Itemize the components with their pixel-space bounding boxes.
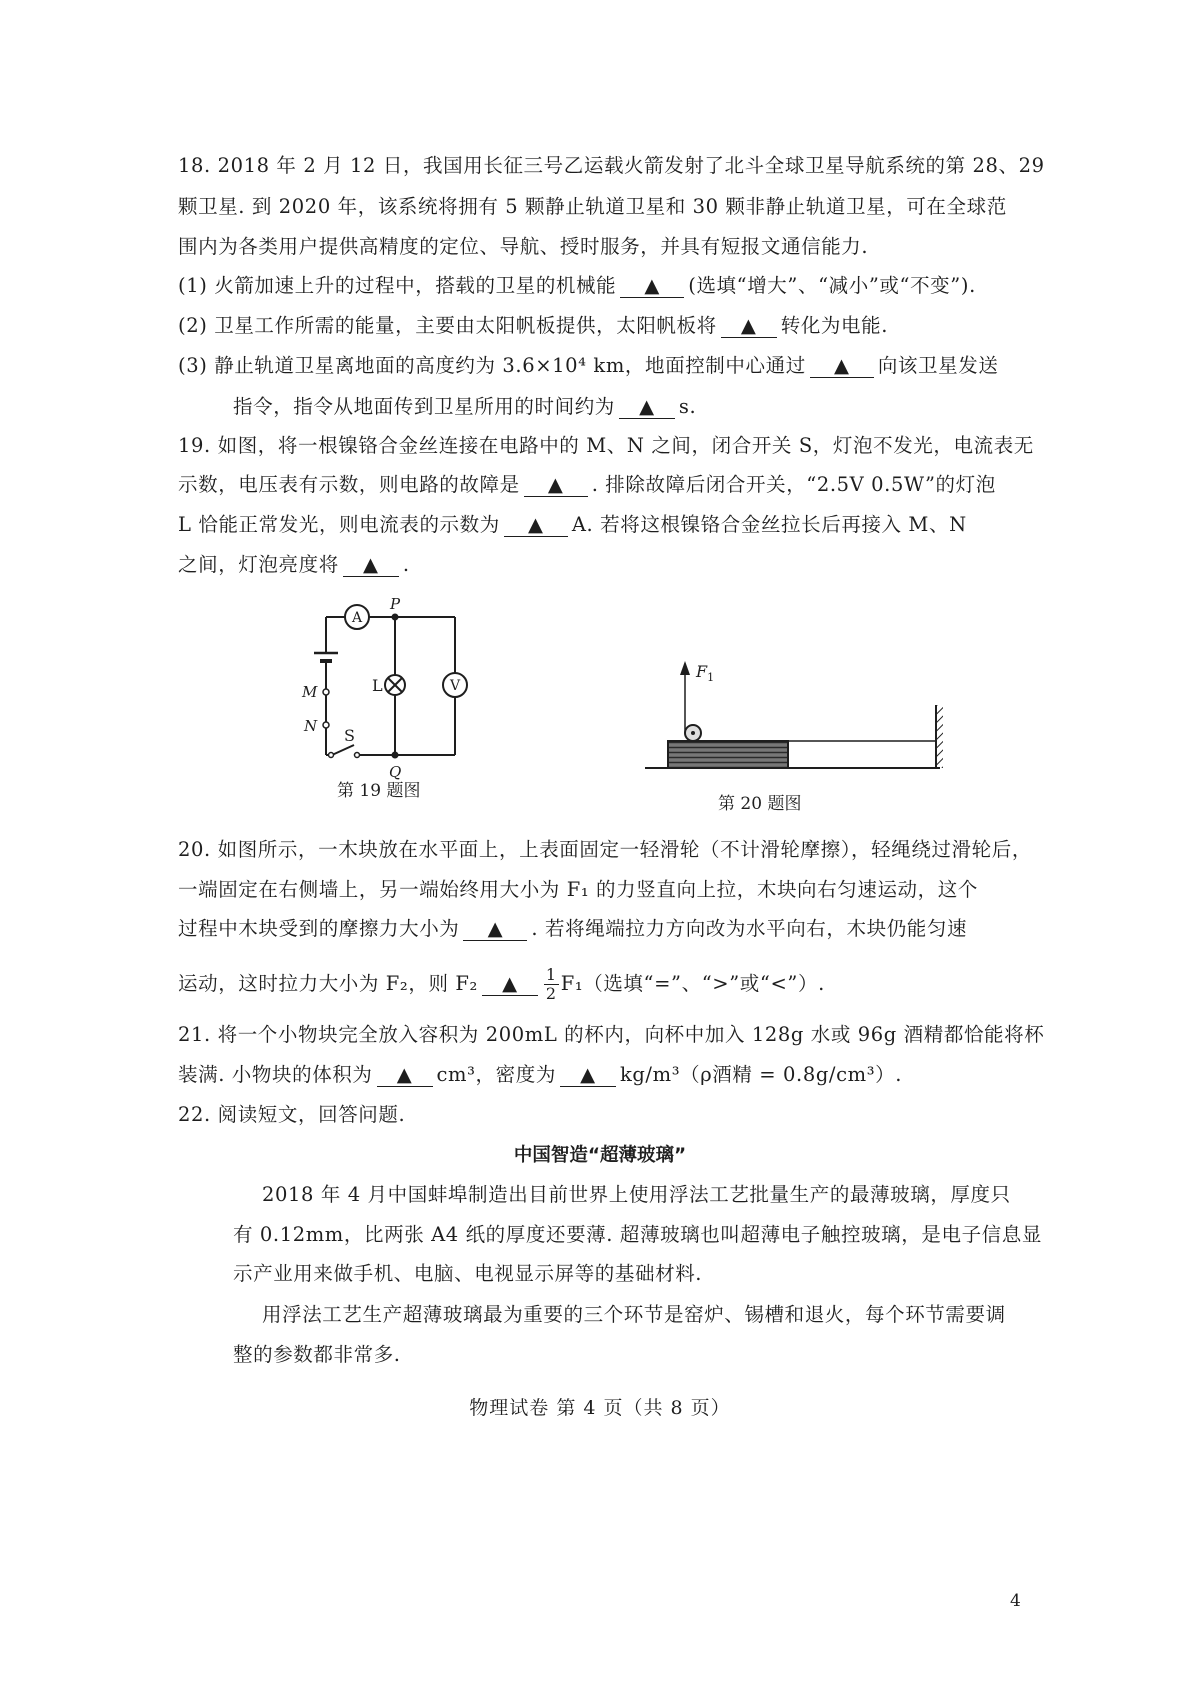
fraction-numerator: 1: [545, 965, 557, 984]
fig19-caption: 第 19 题图: [337, 781, 421, 801]
q21-line-2-mid: cm³，密度为: [436, 1063, 556, 1086]
page-footer: 物理试卷 第 4 页（共 8 页）: [469, 1397, 731, 1419]
answer-blank[interactable]: ▲: [504, 514, 568, 537]
answer-blank[interactable]: ▲: [560, 1064, 616, 1087]
lamp-icon: [385, 675, 405, 695]
q18-part-3b-text: 指令，指令从地面传到卫星所用的时间约为: [233, 395, 615, 418]
wooden-block: [668, 741, 788, 768]
q19-line-2-tail: . 排除故障后闭合开关，“2.5V 0.5W”的灯泡: [591, 473, 996, 496]
q18-line-2: 颗卫星. 到 2020 年，该系统将拥有 5 颗静止轨道卫星和 30 颗非静止轨道卫星，可在全球范: [178, 195, 1007, 218]
article-para-1-line-2: 有 0.12mm，比两张 A4 纸的厚度还要薄. 超薄玻璃也叫超薄电子触控玻璃，是电子信息显: [233, 1223, 1042, 1246]
q18-part-1-text: (1) 火箭加速上升的过程中，搭载的卫星的机械能: [178, 274, 617, 297]
fraction-denominator: 2: [545, 984, 557, 1003]
pulley-block-diagram: [640, 645, 970, 780]
q20-line-2: 一端固定在右侧墙上，另一端始终用大小为 F₁ 的力竖直向上拉，木块向右匀速运动，这个: [178, 878, 978, 901]
answer-blank[interactable]: ▲: [810, 355, 874, 378]
article-title: 中国智造“超薄玻璃”: [513, 1145, 687, 1166]
force-label: $F_1$: [696, 662, 715, 684]
terminal-n-label: N: [304, 717, 318, 735]
q22-line-1: 22. 阅读短文，回答问题.: [178, 1103, 406, 1126]
lamp-label: L: [372, 676, 383, 695]
q21-line-2-text: 装满. 小物块的体积为: [178, 1063, 373, 1086]
q18-part-2-text: (2) 卫星工作所需的能量，主要由太阳帆板提供，太阳帆板将: [178, 314, 717, 337]
q19-line-4: [178, 551, 1083, 579]
voltmeter-icon: [443, 673, 467, 697]
terminal-m: [323, 689, 329, 695]
answer-blank[interactable]: ▲: [619, 396, 675, 419]
q19-line-3: [178, 511, 1083, 539]
wall-hatch: [936, 705, 943, 768]
q18-line-1: 18. 2018 年 2 月 12 日，我国用长征三号乙运载火箭发射了北斗全球卫星导航系统的第 28、29: [178, 154, 1045, 177]
q20-line-3-text: 过程中木块受到的摩擦力大小为: [178, 917, 460, 940]
ammeter-label: A: [351, 610, 363, 626]
answer-blank[interactable]: ▲: [482, 973, 538, 996]
q19-line-4-text: 之间，灯泡亮度将: [178, 553, 339, 576]
q19-line-2-text: 示数，电压表有示数，则电路的故障是: [178, 473, 520, 496]
node-p: [392, 614, 399, 621]
q18-part-3b-unit: s.: [678, 395, 697, 418]
q19-line-3-text: L 恰能正常发光，则电流表的示数为: [178, 513, 500, 536]
q21-line-1: 21. 将一个小物块完全放入容积为 200mL 的杯内，向杯中加入 128g 水或 96g 酒精都恰能将杯: [178, 1023, 1045, 1046]
q18-part-3: [178, 352, 1083, 380]
q21-line-2: [178, 1061, 1083, 1089]
q19-line-2: [178, 471, 1083, 499]
ammeter-icon: [345, 605, 369, 629]
q19-line-1: 19. 如图，将一根镍铬合金丝连接在电路中的 M、N 之间，闭合开关 S，灯泡不发光，电流表无: [178, 434, 1034, 457]
node-q-label: Q: [389, 763, 402, 781]
node-p-label: P: [390, 595, 401, 613]
q20-line-1: 20. 如图所示，一木块放在水平面上，上表面固定一轻滑轮（不计滑轮摩擦），轻绳绕过滑轮后，: [178, 838, 1032, 861]
answer-blank[interactable]: ▲: [620, 275, 684, 298]
voltmeter-label: V: [449, 678, 461, 694]
switch-label: S: [344, 726, 355, 745]
q18-part-2-tail: 转化为电能.: [780, 314, 889, 337]
q18-part-3-text: (3) 静止轨道卫星离地面的高度约为 3.6×10⁴ km，地面控制中心通过: [178, 354, 806, 377]
q20-line-3: [178, 915, 1083, 943]
answer-blank[interactable]: ▲: [721, 315, 777, 338]
q20-line-4-options: F₁（选填“=”、“>”或“<”）.: [560, 972, 825, 995]
q18-part-3-cont: [233, 393, 1138, 421]
article-para-1-line-1: 2018 年 4 月中国蚌埠制造出目前世界上使用浮法工艺批量生产的最薄玻璃，厚度只: [262, 1183, 1011, 1206]
page-number: 4: [1010, 1591, 1021, 1611]
q19-line-3-tail: A. 若将这根镍铬合金丝拉长后再接入 M、N: [571, 513, 967, 536]
article-para-1-line-3: 示产业用来做手机、电脑、电视显示屏等的基础材料.: [233, 1262, 703, 1285]
fig20-caption: 第 20 题图: [718, 794, 802, 814]
terminal-n: [323, 722, 329, 728]
q18-part-3-tail: 向该卫星发送: [877, 354, 999, 377]
article-para-2-line-1: 用浮法工艺生产超薄玻璃最为重要的三个环节是窑炉、锡槽和退火，每个环节需要调: [262, 1303, 1006, 1326]
q18-part-2: [178, 312, 1083, 340]
q21-line-2-tail: kg/m³（ρ酒精 = 0.8g/cm³）.: [619, 1063, 903, 1086]
q18-part-1-options: (选填“增大”、“减小”或“不变”).: [688, 274, 976, 297]
q20-line-4: [178, 964, 1083, 1004]
answer-blank[interactable]: ▲: [377, 1064, 433, 1087]
article-para-2-line-2: 整的参数都非常多.: [233, 1343, 401, 1366]
q19-line-4-tail: .: [402, 553, 410, 576]
fraction-one-half: [544, 966, 559, 1003]
terminal-m-label: M: [302, 683, 318, 701]
answer-blank[interactable]: ▲: [343, 554, 399, 577]
q20-line-3-tail: . 若将绳端拉力方向改为水平向右，木块仍能匀速: [531, 917, 968, 940]
answer-blank[interactable]: ▲: [463, 918, 527, 941]
q20-line-4-text: 运动，这时拉力大小为 F₂，则 F₂: [178, 972, 478, 995]
force-arrow-icon: [680, 661, 690, 675]
q18-part-1: [178, 272, 1083, 300]
answer-blank[interactable]: ▲: [524, 474, 588, 497]
circuit-diagram: [290, 595, 490, 795]
q18-line-3: 围内为各类用户提供高精度的定位、导航、授时服务，并具有短报文通信能力.: [178, 235, 869, 258]
node-q: [392, 752, 399, 759]
